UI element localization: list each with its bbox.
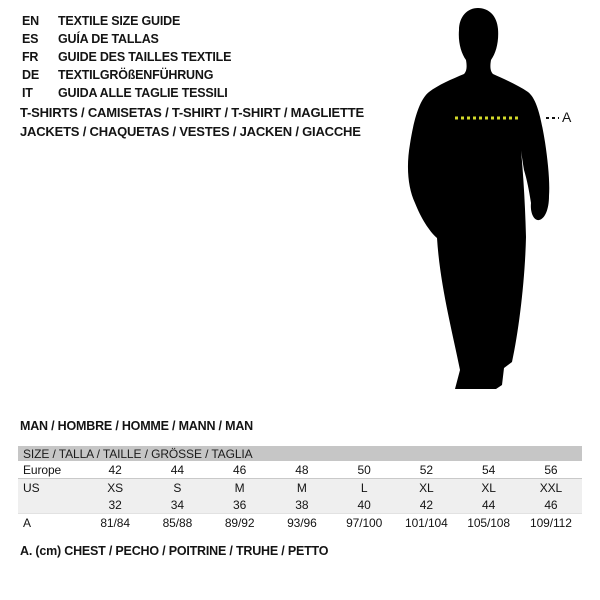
cell: XL — [481, 480, 496, 495]
cell: 85/88 — [162, 515, 193, 530]
cell: 54 — [458, 461, 520, 479]
table-row-chest-measure — [18, 514, 582, 532]
cell: 93/96 — [287, 515, 317, 530]
language-label: TEXTILGRÖßENFÜHRUNG — [58, 68, 214, 82]
cell: 42 — [395, 496, 457, 514]
cell: 44 — [458, 496, 520, 514]
language-row-en — [22, 12, 231, 30]
cell: 109/112 — [530, 515, 572, 530]
row-label: A — [23, 515, 31, 530]
cell: XL — [419, 480, 434, 495]
cell: 52 — [395, 461, 457, 479]
language-row-es — [22, 30, 231, 48]
language-label: GUÍA DE TALLAS — [58, 32, 159, 46]
cell: L — [360, 480, 368, 495]
cell: M — [234, 480, 245, 495]
cell: 48 — [271, 461, 333, 479]
cell: 36 — [209, 496, 271, 514]
language-label: GUIDE DES TAILLES TEXTILE — [58, 50, 232, 64]
language-code: EN — [22, 14, 39, 28]
language-list — [22, 12, 231, 102]
man-silhouette-svg — [398, 0, 600, 400]
language-code: ES — [22, 32, 39, 46]
cell: 46 — [209, 461, 271, 479]
language-row-it — [22, 84, 231, 102]
cell: XS — [107, 480, 124, 495]
table-row-uk-sizes — [18, 496, 582, 514]
product-line-jackets: JACKETS / CHAQUETAS / VESTES / JACKEN / GIACCHE — [20, 124, 361, 139]
table-row-us — [18, 479, 582, 497]
product-line-tshirts: T-SHIRTS / CAMISETAS / T-SHIRT / T-SHIRT / MAGLIETTE — [20, 105, 364, 120]
cell: 34 — [146, 496, 208, 514]
product-category-lines — [20, 103, 364, 141]
cell: 101/104 — [405, 515, 448, 530]
row-label — [18, 496, 84, 514]
cell: 40 — [333, 496, 395, 514]
cell: 46 — [520, 496, 582, 514]
cell: M — [296, 480, 307, 495]
language-code: FR — [22, 50, 39, 64]
cell: 89/92 — [224, 515, 255, 530]
cell: 42 — [84, 461, 146, 479]
language-code: DE — [22, 68, 39, 82]
language-label: TEXTILE SIZE GUIDE — [58, 14, 181, 28]
cell: 50 — [333, 461, 395, 479]
size-table — [18, 446, 582, 531]
language-label: GUIDA ALLE TAGLIE TESSILI — [58, 86, 228, 100]
cell: 38 — [271, 496, 333, 514]
row-label: Europe — [18, 461, 84, 479]
language-code: IT — [22, 86, 33, 100]
cell: S — [173, 480, 182, 495]
cell: 105/108 — [467, 515, 510, 530]
table-row-europe — [18, 461, 582, 479]
size-table-header-row — [18, 446, 582, 461]
cell: 81/84 — [100, 515, 130, 530]
cell: XXL — [539, 480, 563, 495]
language-row-fr — [22, 48, 231, 66]
measure-label-a: A — [562, 109, 572, 125]
language-row-de — [22, 66, 231, 84]
cell: 44 — [146, 461, 208, 479]
size-table-header: SIZE / TALLA / TAILLE / GRÖSSE / TAGLIA — [18, 446, 582, 461]
row-label: US — [23, 480, 40, 495]
cell: 32 — [84, 496, 146, 514]
man-silhouette — [408, 8, 549, 389]
measure-footnote: A. (cm) CHEST / PECHO / POITRINE / TRUHE / PETTO — [20, 544, 329, 558]
cell: 56 — [520, 461, 582, 479]
cell: 97/100 — [346, 515, 383, 530]
man-figure — [398, 0, 600, 400]
section-heading: MAN / HOMBRE / HOMME / MANN / MAN — [20, 419, 253, 433]
